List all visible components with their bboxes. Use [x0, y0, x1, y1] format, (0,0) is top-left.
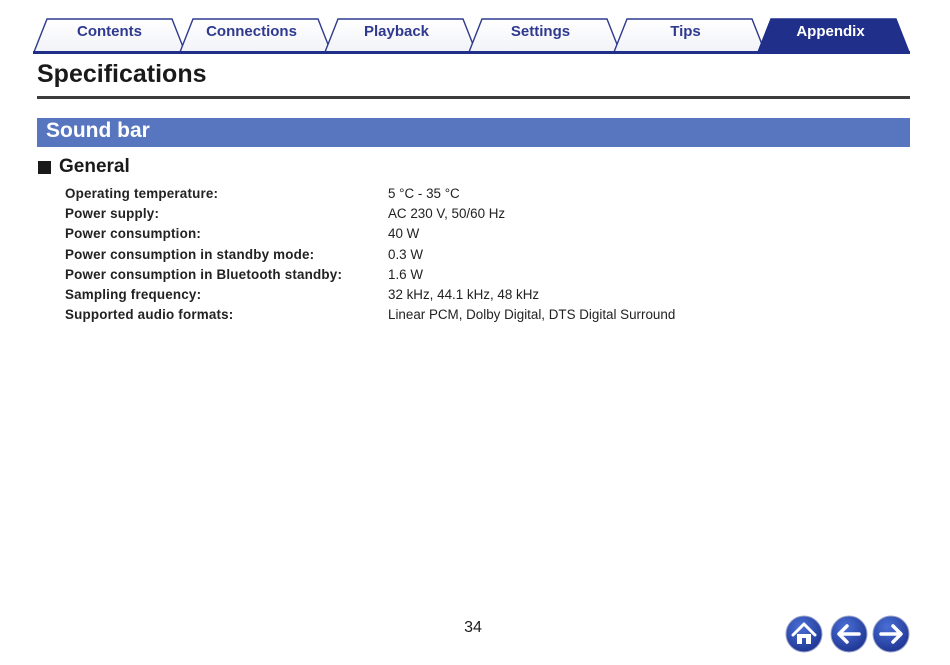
spec-label: Power consumption in Bluetooth standby: [65, 266, 343, 282]
spec-value: AC 230 V, 50/60 Hz [388, 206, 506, 222]
forward-button[interactable] [872, 615, 910, 653]
spec-label: Power consumption: [65, 226, 202, 242]
spec-value: 1.6 W [388, 266, 423, 282]
spec-row [65, 226, 765, 246]
spec-label: Sampling frequency: [65, 286, 202, 302]
spec-value: 0.3 W [388, 246, 423, 262]
tab-tips[interactable]: Tips [670, 23, 701, 40]
spec-row [65, 267, 765, 287]
tab-bar [0, 0, 950, 56]
home-button[interactable] [785, 615, 823, 653]
back-button[interactable] [830, 615, 868, 653]
spec-row [65, 186, 765, 206]
tab-playback[interactable]: Playback [363, 23, 430, 40]
spec-label: Operating temperature: [65, 186, 219, 201]
spec-label: Power supply: [65, 206, 160, 222]
tab-baseline [33, 51, 910, 54]
section-header [37, 118, 910, 147]
spec-value: 5 °C - 35 °C [388, 186, 460, 201]
subsection-title: General [59, 156, 130, 177]
spec-row [65, 287, 765, 307]
square-bullet-icon [38, 161, 51, 174]
tab-connections[interactable]: Connections [206, 23, 297, 40]
spec-value: 40 W [388, 226, 420, 242]
spec-value: 32 kHz, 44.1 kHz, 48 kHz [388, 286, 540, 302]
spec-row [65, 307, 765, 327]
tab-appendix[interactable]: Appendix [796, 23, 865, 40]
spec-label: Supported audio formats: [65, 307, 234, 323]
section-title: Sound bar [46, 119, 150, 142]
page-title: Specifications [37, 60, 207, 88]
tab-settings[interactable]: Settings [510, 23, 571, 40]
spec-table [65, 186, 765, 327]
tab-contents[interactable]: Contents [77, 23, 142, 40]
spec-label: Power consumption in standby mode: [65, 246, 315, 262]
spec-row [65, 206, 765, 226]
spec-value: Linear PCM, Dolby Digital, DTS Digital Surround [388, 307, 676, 323]
page-number: 34 [464, 619, 482, 636]
title-divider [37, 96, 910, 99]
spec-row [65, 247, 765, 267]
